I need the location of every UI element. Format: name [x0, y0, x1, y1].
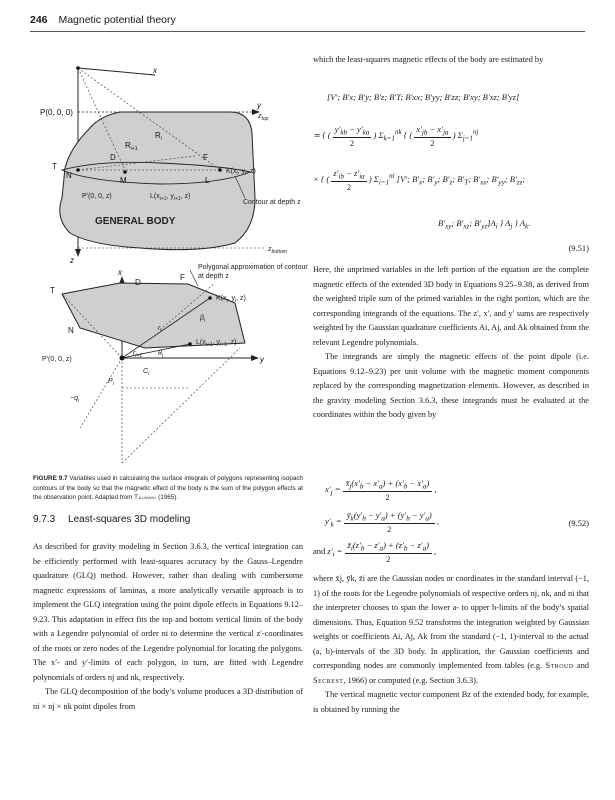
- poly-dash-q: [80, 358, 122, 428]
- label-x: x: [153, 66, 157, 75]
- eq952-x: $x'_j$ = $\frac{x̄_j(x'_b - x'_a) + (x'_b - x'_a)}{2}$ ,: [325, 478, 437, 502]
- left-paragraph-2: The GLQ decomposition of the body’s volume produces a 3D distribution of ni × nj × nk point dipoles from: [33, 687, 303, 711]
- poly-label-F: F: [180, 273, 185, 282]
- eq952-number: (9.52): [568, 518, 589, 528]
- poly-label-beta: $\beta_i$: [200, 315, 206, 324]
- caption-label: FIGURE 9.7: [33, 475, 68, 482]
- p-prime-point: [76, 168, 80, 172]
- label-L-coord: $L(x_{i+1}$, $y_{i+1}$, z): [150, 193, 191, 202]
- poly-label-N: N: [68, 326, 74, 335]
- label-K: $K(x_i$, $y_i$, z): [226, 168, 256, 177]
- section-heading: [33, 514, 190, 525]
- equation-9-51: [313, 86, 589, 256]
- label-D: D: [110, 153, 116, 162]
- right-paragraph-where: where x̄j, ȳk, z̄i are the Gaussian nodes or coordinates in the standard interval (−1, 1) of the roots for the Legendre polynomials of respective orders nj, nk, and ni that the interpreter chooses to span the lower a- to upper b-limits of the body’s spatial dimensions. Thus, Equation 9.52 transforms the integration weighted by Gaussian weights or coefficients Ai, Aj, Ak from the standard (−1, 1)-interval to the actual (a, b)-intervals of the 3D body. In application, the Gaussian coefficients and corresponding nodes are commonly implemented from tables (e.g. Stroud and Secrest, 1966) or computed (e.g. Section 3.6.3).: [313, 574, 590, 685]
- poly-label-D: D: [135, 278, 141, 287]
- label-N: N: [66, 171, 72, 180]
- caption-citation: Talwani: [134, 494, 157, 501]
- chapter-title: Magnetic potential theory: [58, 14, 176, 26]
- section-number: 9.7.3: [33, 514, 56, 525]
- label-Ri1: $R_{i+1}$: [125, 141, 138, 152]
- label-L: L: [205, 176, 210, 185]
- caption-text-after: (1965).: [158, 494, 179, 501]
- poly-label-Pi: $P_i$: [108, 378, 114, 387]
- general-body-diagram: [40, 66, 308, 265]
- eq951-number: (9.51): [568, 243, 589, 253]
- caption-text-before: Variables used in calculating the surface integrals of polygons representing isopach contours of the body so that the magnetic effect of the body is the sum of the polygon effects at the observation point. Adapted from: [33, 475, 304, 501]
- poly-label-L: $L(x_{i+1}$, $y_{i+1}$, z): [196, 339, 237, 348]
- poly-origin-point: [120, 356, 125, 361]
- figure-caption: [33, 474, 303, 503]
- eq951-line4: $B'_{xy}$; $B'_{xz}$; $B'_{yz}]A_i$ } $A_j$ } $A_k$.: [438, 218, 531, 231]
- eq952-y: $y'_k$ = $\frac{ȳ_k(y'_b - y'_a) + (y'_b - y'_a)}{2}$ ,: [325, 510, 440, 534]
- poly-label-qi: $-q_i$: [70, 395, 80, 404]
- right-intro-text: which the least-squares magnetic effects of the body are estimated by: [313, 55, 544, 64]
- citation-secrest: Secrest: [313, 675, 344, 685]
- right-paragraph-integrands: The integrands are simply the magnetic effects of the point dipole (i.e. Equations 9.12–9.23) per unit volume with the magnetic moment components replaced by the corresponding magnetization elements. However, as described in the gravity modeling Section 3.6.3, these integrands must be evaluated at the coordinates within the body given by: [313, 352, 589, 419]
- poly-label-K: $K(x_i$, $y_i$, z): [216, 295, 246, 304]
- poly-label-y: y: [260, 355, 264, 364]
- origin-point: [76, 66, 80, 70]
- poly-L-point: [188, 342, 192, 346]
- K-point: [218, 168, 222, 172]
- poly-label-origin: P′(0, 0, z): [42, 356, 72, 363]
- label-y: y: [257, 101, 261, 110]
- label-T: T: [52, 162, 57, 171]
- label-F: F: [203, 153, 208, 162]
- polygon-diagram: [42, 263, 308, 463]
- poly-y-axis-arrow: [251, 355, 259, 361]
- eq952-and: and: [313, 545, 326, 556]
- right-paragraph-here: Here, the unprimed variables in the left portion of the equation are the complete magnetic effects of the extended 3D body in Equations 9.25–9.38, as derived from the weighted triple sum of the primed variables in the right portion, which are the corresponding integrands of the equations. The z′, x′, and y′ sums are respectively weighted by the Gaussian quadrature coefficients Ai, Aj, and Ak obtained from the relevant Legendre polynomials.: [313, 265, 589, 347]
- label-contour-note: Contour at depth z: [243, 199, 301, 206]
- poly-callout-line: [190, 270, 198, 286]
- left-paragraph-1: As described for gravity modeling in Section 3.6.3, the vertical integration can be efficiently performed with least-squares accuracy by the Gauss–Legendre quadrature (GLQ) method. However, rather than dealing with cumbersome magnetic expressions of laminas, a more analytically versatile approach is to implement the GLQ integration using the point dipole effects in Equations 9.12–9.23. This adaptation in effect fits the top and bottom vertical limits of the body with a Legendre polynomial of order ni to determine the vertical z′-coordinates of the roots or zero nodes of the Legendre polynomial for locating the polygons. The x′- and y′-limits of each polygon, in turn, are fitted with Legendre polynomials of orders nj and nk, respectively.: [33, 542, 303, 682]
- header-rule: [30, 31, 585, 32]
- poly-label-x: x: [118, 268, 122, 277]
- citation-stroud: Stroud: [545, 661, 574, 670]
- right-paragraph-last: The vertical magnetic vector component Bz of the extended body, for example, is obtained by running the: [313, 690, 589, 714]
- right-column-middle: [313, 263, 589, 423]
- figure-9-7: [40, 48, 310, 466]
- equation-9-52: [313, 478, 589, 570]
- label-polygon-note: Polygonal approximation of contour at depth z: [198, 264, 308, 280]
- right-column-bottom: [313, 572, 589, 717]
- page-number: 246: [30, 14, 48, 26]
- section-title: Least-squares 3D modeling: [68, 514, 191, 525]
- poly-dash-diag: [122, 348, 240, 463]
- eq951-line2: ≃ { ( $\frac{y'_{kb} - y'_{ka}}{2}$ ) $\Sigma_{k=1}^{nk}$ { ( $\frac{x'_{jb} - x'_{ja}}{2}$ ) $\Sigma_{j=1}^{nj}$: [313, 124, 479, 148]
- x-axis-line: [78, 68, 155, 75]
- poly-label-T: T: [50, 286, 55, 295]
- eq951-lhs: [V′; B′x; B′y; B′z; B′T; B′xx; B′yy; B′zz; B′xy; B′xz; B′yz]: [327, 92, 520, 102]
- poly-label-ri1: $r_{i+1}$: [133, 350, 143, 359]
- label-z: z: [70, 256, 74, 265]
- left-column-text: [33, 540, 303, 714]
- label-p-prime: P′(0, 0, z): [82, 193, 112, 200]
- poly-label-ri: $r_i$: [158, 325, 162, 334]
- L-point: [123, 170, 127, 174]
- label-Ri: $R_i$: [155, 131, 162, 142]
- eq952-z: and $z'_i$ = $\frac{z̄_i(z'_b - z'_a) + (z'_b - z'_a)}{2}$ ,: [313, 540, 437, 564]
- poly-label-Ci: $C_i$: [143, 368, 150, 377]
- running-header: [30, 14, 176, 26]
- label-zbottom: $z_{bottom}$: [268, 246, 287, 255]
- label-body-title: GENERAL BODY: [95, 216, 176, 227]
- label-M: M: [120, 176, 127, 185]
- eq951-line3: × { ( $\frac{z'_{ib} - z'_{ia}}{2}$ ) $\Sigma_{i=1}^{ni}$ [V′; $B'_x$; $B'_y$; $B'_z$; $B'_T$; $B'_{xx}$; $B'_{yy}$; $B'_{zz}$;: [313, 168, 526, 192]
- label-ztop: $z_{top}$: [258, 113, 269, 122]
- poly-K-point: [208, 296, 212, 300]
- z-axis-arrow: [75, 249, 81, 257]
- poly-label-theta: $\theta_i$: [158, 350, 163, 359]
- right-column-intro: [313, 53, 589, 67]
- label-origin: P(0, 0, 0): [40, 108, 73, 117]
